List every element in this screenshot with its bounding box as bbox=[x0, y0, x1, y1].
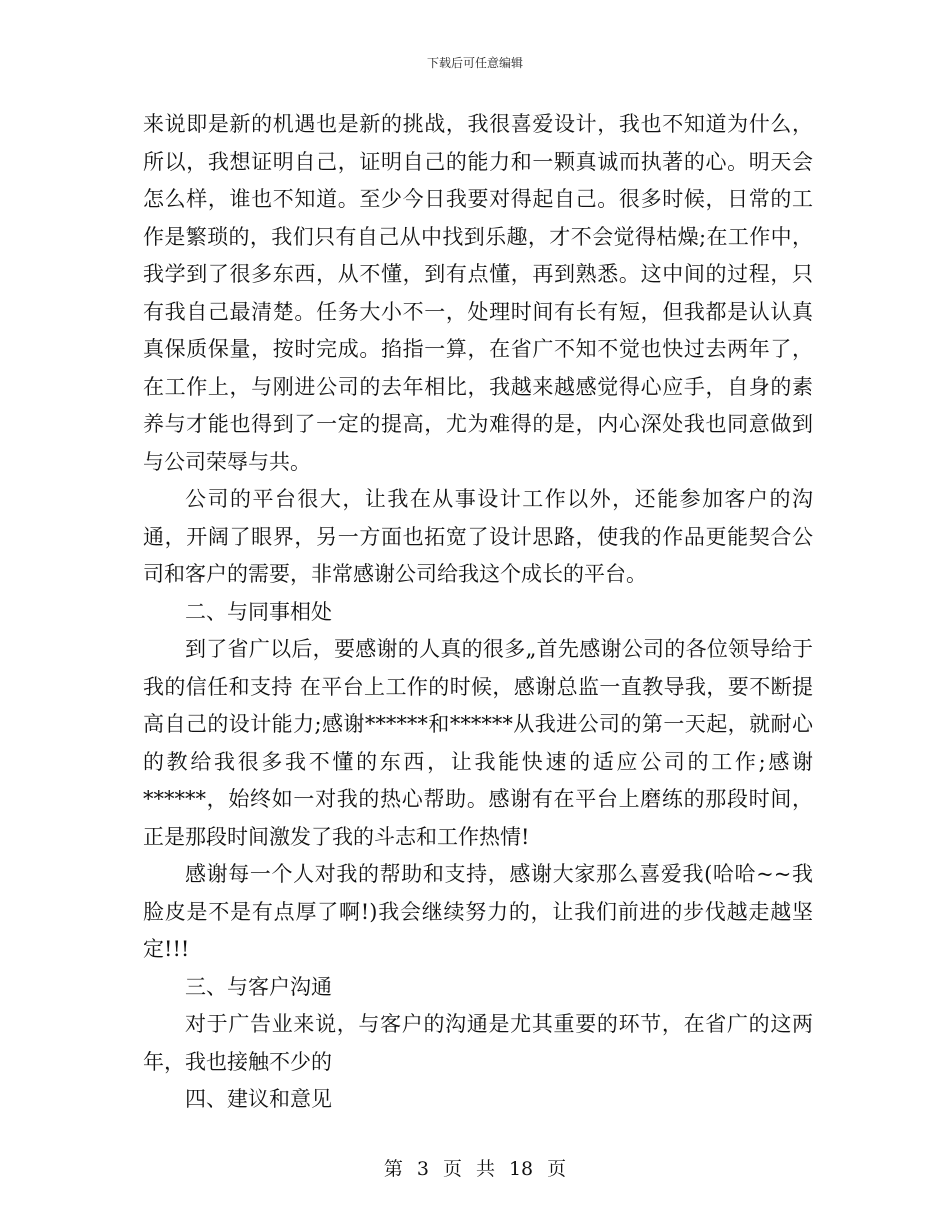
document-body bbox=[143, 106, 813, 1119]
footer-ye-end: 页 bbox=[547, 1158, 567, 1180]
footer-gong: 共 bbox=[475, 1158, 495, 1180]
paragraph-5: 对于广告业来说，与客户的沟通是尤其重要的环节，在省广的这两年，我也接触不少的 bbox=[143, 1012, 813, 1074]
paragraph-3: 到了省广以后，要感谢的人真的很多„首先感谢公司的各位领导给于我的信任和支持 在平台上工作的时候，感谢总监一直教导我，要不断提高自己的设计能力;感谢******和******从我进公司的第一天起，就耐心的教给我很多我不懂的东西，让我能快速的适应公司的工作;感谢******，始终如一对我的热心帮助。感谢有在平台上磨练的那段时间，正是那段时间激发了我的斗志和工作热情! bbox=[143, 637, 813, 849]
page-footer bbox=[0, 1154, 950, 1181]
paragraph-4: 感谢每一个人对我的帮助和支持，感谢大家那么喜爱我(哈哈~~我脸皮是不是有点厚了啊!)我会继续努力的，让我们前进的步伐越走越坚定!!! bbox=[143, 862, 813, 961]
section-heading-colleagues: 二、与同事相处 bbox=[185, 599, 332, 624]
page-header: 下载后可任意编辑 bbox=[426, 56, 523, 70]
paragraph-1: 来说即是新的机遇也是新的挑战，我很喜爱设计，我也不知道为什么，所以，我想证明自己，证明自己的能力和一颗真诚而执著的心。明天会怎么样，谁也不知道。至少今日我要对得起自己。很多时候，日常的工作是繁琐的，我们只有自己从中找到乐趣，才不会觉得枯燥;在工作中，我学到了很多东西，从不懂，到有点懂，再到熟悉。这中间的过程，只有我自己最清楚。任务大小不一，处理时间有长有短，但我都是认认真真保质保量，按时完成。掐指一算，在省广不知不觉也快过去两年了，在工作上，与刚进公司的去年相比，我越来越感觉得心应手，自身的素养与才能也得到了一定的提高，尤为难得的是，内心深处我也同意做到与公司荣辱与共。 bbox=[143, 112, 813, 474]
paragraph-2: 公司的平台很大，让我在从事设计工作以外，还能参加客户的沟通，开阔了眼界，另一方面也拓宽了设计思路，使我的作品更能契合公司和客户的需要，非常感谢公司给我这个成长的平台。 bbox=[143, 487, 813, 586]
footer-di: 第 bbox=[383, 1158, 403, 1180]
section-heading-suggestions: 四、建议和意见 bbox=[185, 1087, 332, 1111]
current-page-number: 3 bbox=[416, 1158, 429, 1180]
section-heading-clients: 三、与客户沟通 bbox=[185, 974, 332, 999]
footer-ye: 页 bbox=[442, 1158, 462, 1180]
total-pages-number: 18 bbox=[508, 1158, 534, 1180]
